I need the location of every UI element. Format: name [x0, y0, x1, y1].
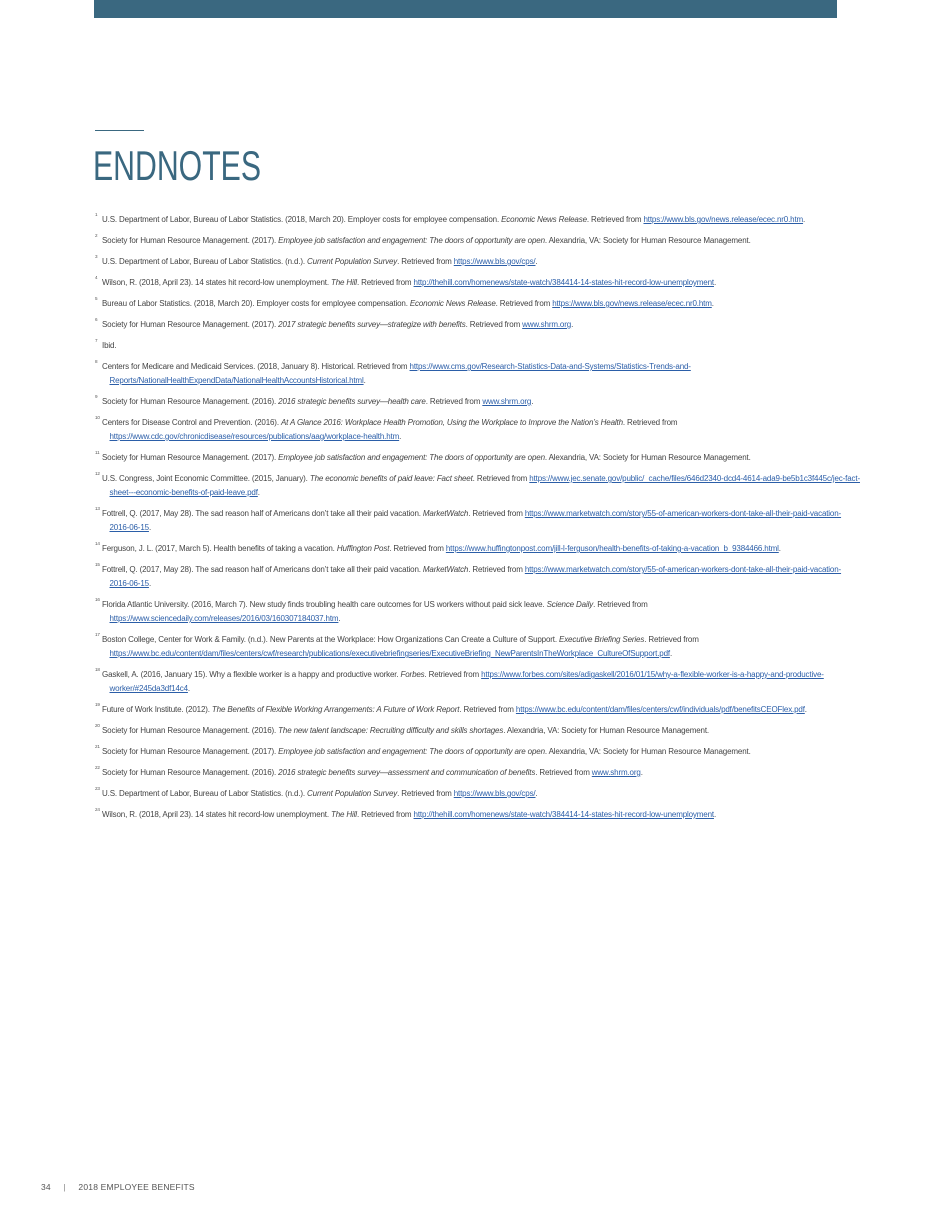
endnote-item — [95, 598, 860, 626]
endnote-number: 4 — [95, 275, 98, 280]
endnote-retrieval: . Retrieved from — [356, 278, 414, 287]
endnote-citation: U.S. Department of Labor, Bureau of Labor Statistics. (n.d.). — [102, 789, 308, 798]
endnote-link[interactable]: https://www.bls.gov/cps/ — [453, 257, 536, 266]
endnote-retrieval: . Retrieved from — [593, 600, 648, 609]
endnote-punctuation: . — [363, 376, 366, 385]
endnote-item — [95, 542, 860, 556]
endnote-citation: Future of Work Institute. (2012). — [102, 705, 212, 714]
endnote-item — [95, 703, 860, 717]
endnote-source-title: The Hill — [331, 810, 357, 819]
endnote-retrieval: . Alexandria, VA: Society for Human Resource Management. — [544, 453, 751, 462]
endnote-retrieval: . Retrieved from — [468, 509, 525, 518]
endnote-link[interactable]: https://www.cdc.gov/chronicdisease/resources/publications/aag/workplace-health.htm — [109, 432, 400, 441]
endnote-punctuation: . — [148, 579, 152, 588]
endnote-citation: U.S. Department of Labor, Bureau of Labor Statistics. (n.d.). — [102, 257, 308, 266]
endnote-item — [95, 507, 860, 535]
endnote-item — [95, 808, 860, 822]
endnote-item — [95, 787, 860, 801]
endnote-punctuation: . — [535, 789, 538, 798]
endnote-link[interactable]: https://www.bc.edu/content/dam/files/centers/cwf/research/publications/executivebriefingseries/ExecutiveBriefing_NewParentsInTheWorkplace_CultureOfSupport.pdf — [109, 649, 670, 658]
endnote-text — [102, 339, 861, 353]
endnote-number: 15 — [95, 562, 100, 567]
endnote-number: 3 — [95, 254, 98, 259]
endnote-citation: Society for Human Resource Management. (2017). — [102, 320, 279, 329]
endnote-link[interactable]: https://www.huffingtonpost.com/jill-l-ferguson/health-benefits-of-taking-a-vacation_b_9384466.html — [445, 544, 779, 553]
endnote-source-title: Forbes — [400, 670, 425, 679]
endnote-source-title: 2017 strategic benefits survey—strategize with benefits — [278, 320, 466, 329]
endnote-link[interactable]: https://www.sciencedaily.com/releases/2016/03/160307184037.htm — [109, 614, 339, 623]
endnote-citation: Ibid. — [102, 341, 117, 350]
endnote-link[interactable]: http://thehill.com/homenews/state-watch/384414-14-states-hit-record-low-unemployment — [413, 278, 714, 287]
endnote-punctuation: . — [713, 278, 717, 287]
endnote-item — [95, 360, 860, 388]
endnote-citation: Florida Atlantic University. (2016, March 7). New study finds troubling health care outcomes for US workers without paid sick leave. — [102, 600, 547, 609]
endnote-source-title: 2016 strategic benefits survey—assessment and communication of benefits — [278, 768, 536, 777]
endnote-retrieval: . Alexandria, VA: Society for Human Resource Management. — [544, 747, 751, 756]
endnote-citation: Bureau of Labor Statistics. (2018, March 20). Employer costs for employee compensation. — [102, 299, 410, 308]
endnote-item — [95, 472, 860, 500]
endnote-source-title: The new talent landscape: Recruiting difficulty and skills shortages — [278, 726, 504, 735]
endnote-source-title: Current Population Survey — [307, 789, 398, 798]
endnote-text — [102, 472, 861, 500]
endnote-number: 6 — [95, 317, 98, 322]
endnote-citation: Centers for Disease Control and Prevention. (2016). — [102, 418, 281, 427]
endnote-punctuation: . — [338, 614, 341, 623]
page-number: 34 — [41, 1182, 51, 1192]
endnote-punctuation: . — [640, 768, 643, 777]
endnote-number: 18 — [95, 667, 100, 672]
endnote-number: 22 — [95, 765, 100, 770]
endnote-text — [102, 255, 861, 269]
endnote-number: 16 — [95, 597, 100, 602]
endnote-link[interactable]: https://www.marketwatch.com/story/55-of-american-workers-dont-take-all-their-paid-vacation-2016-06-15 — [109, 509, 842, 532]
endnote-punctuation: . — [804, 705, 807, 714]
endnote-number: 24 — [95, 807, 100, 812]
endnote-item — [95, 451, 860, 465]
endnote-citation: Society for Human Resource Management. (2017). — [102, 236, 279, 245]
endnote-citation: Gaskell, A. (2016, January 15). Why a flexible worker is a happy and productive worker. — [102, 670, 401, 679]
endnote-item — [95, 416, 860, 444]
endnote-link[interactable]: https://www.cms.gov/Research-Statistics-Data-and-Systems/Statistics-Trends-and-Reports/NationalHealthExpendData/NationalHealthAccountsHistorical.html — [109, 362, 691, 385]
endnote-number: 9 — [95, 394, 98, 399]
endnote-retrieval: . Retrieved from — [586, 215, 644, 224]
endnote-citation: Boston College, Center for Work & Family. (n.d.). New Parents at the Workplace: How Organizations Can Create a Culture of Support. — [102, 635, 560, 644]
endnote-source-title: The Hill — [331, 278, 357, 287]
endnote-item — [95, 745, 860, 759]
endnote-retrieval: . Retrieved from — [622, 418, 678, 427]
endnote-number: 5 — [95, 296, 98, 301]
endnote-item — [95, 276, 860, 290]
endnote-source-title: MarketWatch — [422, 565, 469, 574]
endnote-text — [102, 507, 861, 535]
endnote-punctuation: . — [669, 649, 673, 658]
endnote-number: 19 — [95, 702, 100, 707]
endnote-link[interactable]: www.shrm.org — [522, 320, 572, 329]
endnote-retrieval: . Retrieved from — [397, 257, 454, 266]
endnote-source-title: Science Daily — [546, 600, 594, 609]
endnote-link[interactable]: www.shrm.org — [482, 397, 532, 406]
endnote-punctuation: . — [531, 397, 534, 406]
endnote-link[interactable]: https://www.marketwatch.com/story/55-of-american-workers-dont-take-all-their-paid-vacation-2016-06-15 — [109, 565, 842, 588]
endnote-link[interactable]: https://www.jec.senate.gov/public/_cache/files/646d2340-dcd4-4614-ada9-be5b1c3f445c/jec-fact-sheet---economic-benefits-of-paid-leave.pdf — [109, 474, 860, 497]
endnote-source-title: The economic benefits of paid leave: Fact sheet — [309, 474, 473, 483]
endnote-number: 21 — [95, 744, 100, 749]
endnote-link[interactable]: www.shrm.org — [591, 768, 641, 777]
endnote-citation: Society for Human Resource Management. (2017). — [102, 747, 279, 756]
endnote-number: 13 — [95, 506, 100, 511]
endnote-number: 17 — [95, 632, 100, 637]
endnote-number: 2 — [95, 233, 98, 238]
endnote-number: 20 — [95, 723, 100, 728]
endnote-item — [95, 766, 860, 780]
endnote-text — [102, 360, 861, 388]
endnote-link[interactable]: https://www.bls.gov/cps/ — [453, 789, 536, 798]
title-rule — [95, 130, 144, 131]
endnote-source-title: Economic News Release — [409, 299, 496, 308]
endnote-text — [102, 542, 861, 556]
endnote-punctuation: . — [187, 684, 190, 693]
endnote-source-title: Economic News Release — [501, 215, 587, 224]
endnote-item — [95, 633, 860, 661]
endnote-citation: Wilson, R. (2018, April 23). 14 states hit record-low unemployment. — [102, 278, 332, 287]
endnote-punctuation: . — [257, 488, 260, 497]
endnote-punctuation: . — [535, 257, 538, 266]
endnote-text — [102, 563, 861, 591]
endnote-citation: Society for Human Resource Management. (2017). — [102, 453, 279, 462]
endnote-punctuation: . — [713, 810, 717, 819]
endnote-item — [95, 395, 860, 409]
endnote-retrieval: . Retrieved from — [472, 474, 530, 483]
endnote-link[interactable]: https://www.forbes.com/sites/adigaskell/2016/01/15/why-a-flexible-worker-is-a-happy-and-productive-worker/#245da3df14c4 — [109, 670, 824, 693]
endnote-text — [102, 703, 861, 717]
endnote-item — [95, 339, 860, 353]
endnote-number: 8 — [95, 359, 98, 364]
endnotes-list — [95, 213, 860, 829]
endnote-text — [102, 234, 861, 248]
endnote-citation: U.S. Congress, Joint Economic Committee. (2015, January). — [102, 474, 310, 483]
endnote-citation: Society for Human Resource Management. (2016). — [102, 726, 279, 735]
endnote-number: 1 — [95, 212, 98, 217]
endnote-source-title: Executive Briefing Series — [559, 635, 645, 644]
endnote-source-title: Current Population Survey — [307, 257, 398, 266]
endnote-retrieval: . Retrieved from — [465, 320, 523, 329]
endnote-link[interactable]: https://www.bls.gov/news.release/ecec.nr0.htm — [643, 215, 804, 224]
endnote-item — [95, 213, 860, 227]
endnote-retrieval: . Retrieved from — [425, 397, 483, 406]
endnote-retrieval: . Retrieved from — [459, 705, 516, 714]
endnote-citation: U.S. Department of Labor, Bureau of Labor Statistics. (2018, March 20). Employer costs for employee compensation. — [102, 215, 502, 224]
endnote-citation: Fottrell, Q. (2017, May 28). The sad reason half of Americans don’t take all their paid vacation. — [102, 509, 423, 518]
endnote-text — [102, 745, 861, 759]
endnote-item — [95, 255, 860, 269]
endnote-retrieval: . Alexandria, VA: Society for Human Resource Management. — [503, 726, 709, 735]
endnote-text — [102, 766, 861, 780]
endnote-link[interactable]: https://www.bls.gov/news.release/ecec.nr0.htm — [552, 299, 712, 308]
endnote-source-title: Employee job satisfaction and engagement: The doors of opportunity are open — [278, 747, 545, 756]
endnote-text — [102, 451, 861, 465]
endnote-number: 14 — [95, 541, 100, 546]
endnote-punctuation: . — [148, 523, 152, 532]
endnote-citation: Society for Human Resource Management. (2016). — [102, 768, 279, 777]
endnote-retrieval: . Retrieved from — [495, 299, 553, 308]
endnote-text — [102, 668, 861, 696]
endnote-item — [95, 563, 860, 591]
endnote-link[interactable]: https://www.bc.edu/content/dam/files/centers/cwf/individuals/pdf/benefitsCEOFlex.pdf — [515, 705, 805, 714]
endnote-number: 12 — [95, 471, 100, 476]
endnote-link[interactable]: http://thehill.com/homenews/state-watch/384414-14-states-hit-record-low-unemployment — [413, 810, 714, 819]
endnote-number: 11 — [95, 450, 100, 455]
endnote-citation: Fottrell, Q. (2017, May 28). The sad reason half of Americans don’t take all their paid vacation. — [102, 565, 423, 574]
endnote-text — [102, 395, 861, 409]
endnote-item — [95, 668, 860, 696]
endnote-number: 10 — [95, 415, 100, 420]
endnote-number: 23 — [95, 786, 100, 791]
endnote-source-title: The Benefits of Flexible Working Arrangements: A Future of Work Report — [211, 705, 460, 714]
endnote-retrieval: . Retrieved from — [535, 768, 592, 777]
endnote-punctuation: . — [803, 215, 806, 224]
endnote-retrieval: . Retrieved from — [468, 565, 525, 574]
endnote-item — [95, 724, 860, 738]
endnote-punctuation: . — [778, 544, 781, 553]
endnote-source-title: Huffington Post — [336, 544, 390, 553]
endnote-punctuation: . — [711, 299, 714, 308]
page-title: ENDNOTES — [93, 142, 262, 189]
endnote-text — [102, 633, 861, 661]
endnote-retrieval: . Alexandria, VA: Society for Human Resource Management. — [544, 236, 751, 245]
endnote-punctuation: . — [571, 320, 574, 329]
page-footer — [41, 1182, 195, 1192]
endnote-retrieval: . Retrieved from — [424, 670, 482, 679]
endnote-text — [102, 318, 861, 332]
endnote-retrieval: . Retrieved from — [397, 789, 454, 798]
endnote-text — [102, 724, 861, 738]
publication-title: 2018 EMPLOYEE BENEFITS — [78, 1182, 195, 1192]
top-color-band — [94, 0, 837, 18]
endnote-text — [102, 297, 861, 311]
endnote-item — [95, 297, 860, 311]
endnote-citation: Society for Human Resource Management. (2016). — [102, 397, 279, 406]
endnote-text — [102, 808, 861, 822]
endnote-source-title: Employee job satisfaction and engagement: The doors of opportunity are open — [278, 453, 545, 462]
endnote-citation: Centers for Medicare and Medicaid Services. (2018, January 8). Historical. Retrieved from — [102, 362, 410, 371]
endnote-item — [95, 318, 860, 332]
endnote-text — [102, 213, 861, 227]
endnote-source-title: 2016 strategic benefits survey—health care — [278, 397, 426, 406]
endnote-item — [95, 234, 860, 248]
endnote-source-title: Employee job satisfaction and engagement: The doors of opportunity are open — [278, 236, 545, 245]
endnote-source-title: MarketWatch — [422, 509, 469, 518]
endnote-citation: Ferguson, J. L. (2017, March 5). Health benefits of taking a vacation. — [102, 544, 337, 553]
footer-separator: | — [63, 1182, 66, 1192]
endnote-number: 7 — [95, 338, 98, 343]
endnote-text — [102, 276, 861, 290]
endnote-punctuation: . — [399, 432, 402, 441]
endnote-retrieval: . Retrieved from — [644, 635, 699, 644]
endnote-source-title: At A Glance 2016: Workplace Health Promotion, Using the Workplace to Improve the Nation’s Health — [280, 418, 623, 427]
endnote-retrieval: . Retrieved from — [356, 810, 414, 819]
endnote-text — [102, 598, 861, 626]
endnote-citation: Wilson, R. (2018, April 23). 14 states hit record-low unemployment. — [102, 810, 332, 819]
endnote-text — [102, 416, 861, 444]
endnote-retrieval: . Retrieved from — [389, 544, 446, 553]
endnote-text — [102, 787, 861, 801]
